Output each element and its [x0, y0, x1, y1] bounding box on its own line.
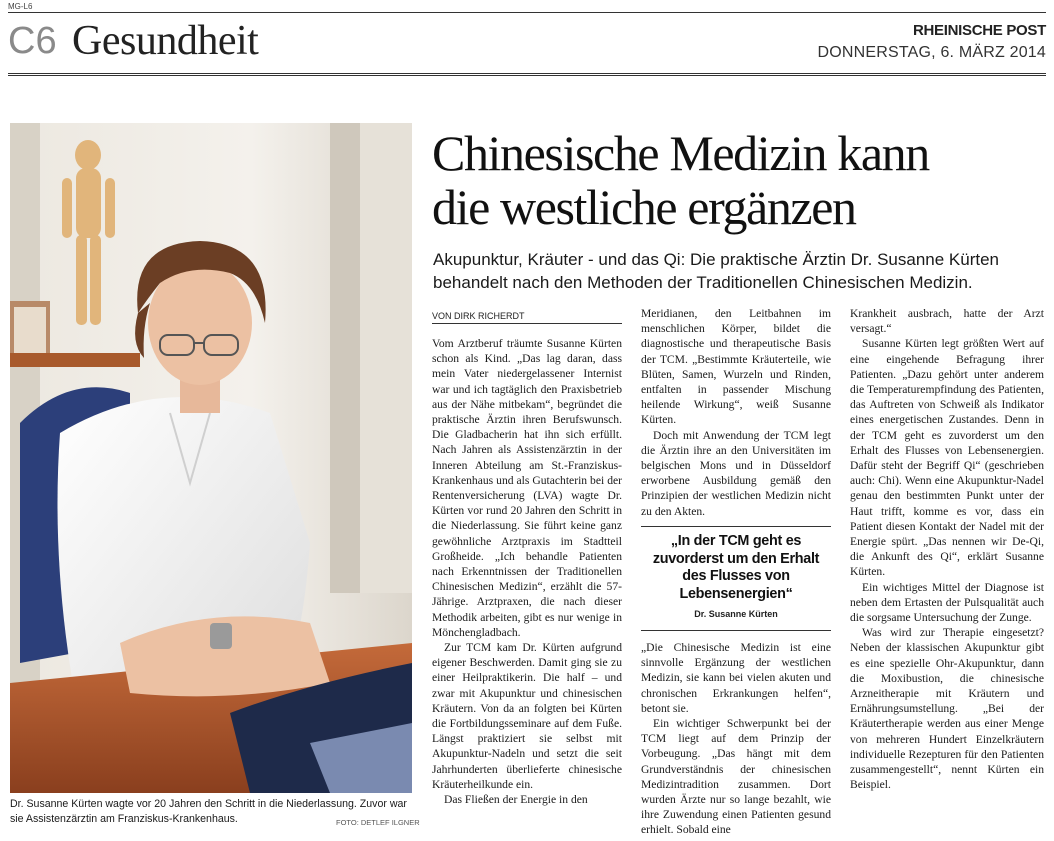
section-number: C6 [8, 20, 57, 62]
paragraph: Susanne Kürten legt größten Wert auf eine eingehende Befragung ihrer Patienten. „Dazu gehört unter anderem die Temperaturempfindung des Patienten, das Auftreten von Schweiß als Indikator eines energetischen Zustandes. Denn in der TCM geht es zuvorderst um den Erhalt des Flusses von Lebensenergien. Dafür steht der Begriff Qi“ (geschrieben auch: Chi). Wenn eine Akupunktur-Nadel genau den bestimmten Punkt unter der Haut trifft, komme es vor, dass ein Patient diesen Kontakt der Nadel mit der Energie spürt. „Das nennen wir De-Qi, die Ankunft des Qi“, erklärt Susanne Kürten. [850, 337, 1044, 579]
paragraph: Zur TCM kam Dr. Kürten aufgrund eigener Beschwerden. Damit ging sie zu einer Heilpraktikerin. Die half – und zwar mit Akupunktur und chinesischen Kräutern. Von da an folgten bei Kürten die Fortbildungsseminare auf dem Fuße. Längst praktiziert sie selbst mit Akupunktur-Nadeln und setzt die seit Jahrhunderten überlieferte chinesische Kräuterheilkunde ein. [432, 641, 622, 791]
subhead-line-1: Akupunktur, Kräuter - und das Qi: Die praktische Ärztin Dr. Susanne Kürten [433, 250, 1000, 269]
issue-date: DONNERSTAG, 6. MÄRZ 2014 [817, 44, 1046, 61]
paragraph: Ein wichtiger Schwerpunkt bei der TCM liegt auf dem Prinzip der Vorbeugung. „Das hängt mit dem Grundverständnis der chinesischen Medizintradition zusammen. Dort wurden Ärzte nur so lange bezahlt, wie ihre Zuwendung einen Patienten gesund erhielt. Sobald eine [641, 717, 831, 837]
pull-quote-author: Dr. Susanne Kürten [694, 609, 778, 619]
headline-line-1: Chinesische Medizin kann [432, 125, 929, 181]
photo-credit: FOTO: DETLEF ILGNER [336, 818, 420, 827]
article-column-3 [850, 306, 1044, 793]
top-rule [8, 12, 1046, 13]
section-title: Gesundheit [72, 18, 259, 64]
article-subhead [433, 248, 1047, 294]
article-column-2-top [641, 306, 831, 519]
masthead-rule [8, 73, 1046, 76]
paragraph: Das Fließen der Energie in den [444, 793, 588, 807]
article-headline [432, 126, 1046, 234]
page-code: MG-L6 [8, 2, 33, 11]
paragraph: „Die Chinesische Medizin ist eine sinnvolle Ergänzung der westlichen Medizin, sie kann bei vielen akuten und chronischen Erkrankungen helfen“, betont sie. [641, 641, 831, 715]
byline: VON DIRK RICHERDT [432, 311, 525, 321]
paragraph: Doch mit Anwendung der TCM legt die Ärztin ihre an den Universitäten im belgischen Mons und in Düsseldorf erworbene Ausbildung gemäß den Prinzipien der westlichen Medizin nicht zu den Akten. [641, 428, 831, 518]
photo-caption: Dr. Susanne Kürten wagte vor 20 Jahren den Schritt in die Niederlassung. Zuvor war sie Assistenzärztin am Franziskus-Krankenhaus. [10, 798, 407, 825]
doctor-portrait-image [10, 123, 412, 793]
article-column-1 [432, 336, 622, 807]
newspaper-name: RHEINISCHE POST [912, 22, 1046, 39]
paragraph: Meridianen, den Leitbahnen im menschlichen Körper, bildet die diagnostische und therapeutische Basis der TCM. „Bestimmte Kräuterteile, wie Blüten, Samen, Wurzeln und Rinden, entfalten in passender Mischung heilende Wirkung“, weiß Susanne Kürten. [641, 307, 831, 427]
pull-quote-rule [641, 630, 831, 631]
article-column-2-bottom [641, 640, 831, 838]
paragraph: Vom Arztberuf träumte Susanne Kürten schon als Kind. „Das lag daran, dass mein Vater niedergelassener Internist war und ich tagtäglich den Praxisbetrieb aus der Nähe mitbekam“, begründet die praktische Ärztin ihren Berufswunsch. Die Gladbacherin hat ihn sich erfüllt. Nach Jahren als Assistenzärztin in der Inneren Abteilung am St.-Franziskus-Krankenhaus und als Gutachterin bei der Rentenversicherung (LVA) wagte Dr. Kürten vor rund 20 Jahren den Schritt in die Niederlassung. Sie führt keine ganz gewöhnliche Arztpraxis im Stadtteil Großheide. „Ich behandle Patienten nach Erkenntnissen der Traditionellen Chinesischen Medizin“, erzählt die 57-Jährige. Arztpraxen, die nach dieser Methodik arbeiten, gibt es nur wenige in Mönchengladbach. [432, 337, 622, 639]
headline-line-2: die westliche ergänzen [432, 179, 856, 235]
pull-quote-box [641, 526, 831, 619]
byline-rule [432, 323, 622, 324]
pull-quote-text: „In der TCM geht es zuvorderst um den Erhalt des Flusses von Lebensenergien“ [652, 533, 820, 602]
paragraph: Krankheit ausbrach, hatte der Arzt versagt.“ [850, 307, 1044, 336]
paragraph: Was wird zur Therapie eingesetzt? Neben der klassischen Akupunktur gibt es eine spezielle Ohr-Akupunktur, dann die Moxibustion, die chinesische Arzneitherapie mit Kräutern und Ernährungsumstellung. „Bei der Kräutertherapie werden aus einer Menge von mehreren Hundert Einzelkräutern individuelle Rezepturen für den Patienten zusammengestellt“, nennt Kürten ein Beispiel. [850, 626, 1044, 792]
subhead-line-2: behandelt nach den Methoden der Traditionellen Chinesischen Medizin. [433, 273, 973, 292]
article-photo [10, 123, 412, 793]
paragraph: Ein wichtiges Mittel der Diagnose ist neben dem Ertasten der Pulsqualität auch die sorgsame Untersuchung der Zunge. [850, 580, 1044, 625]
